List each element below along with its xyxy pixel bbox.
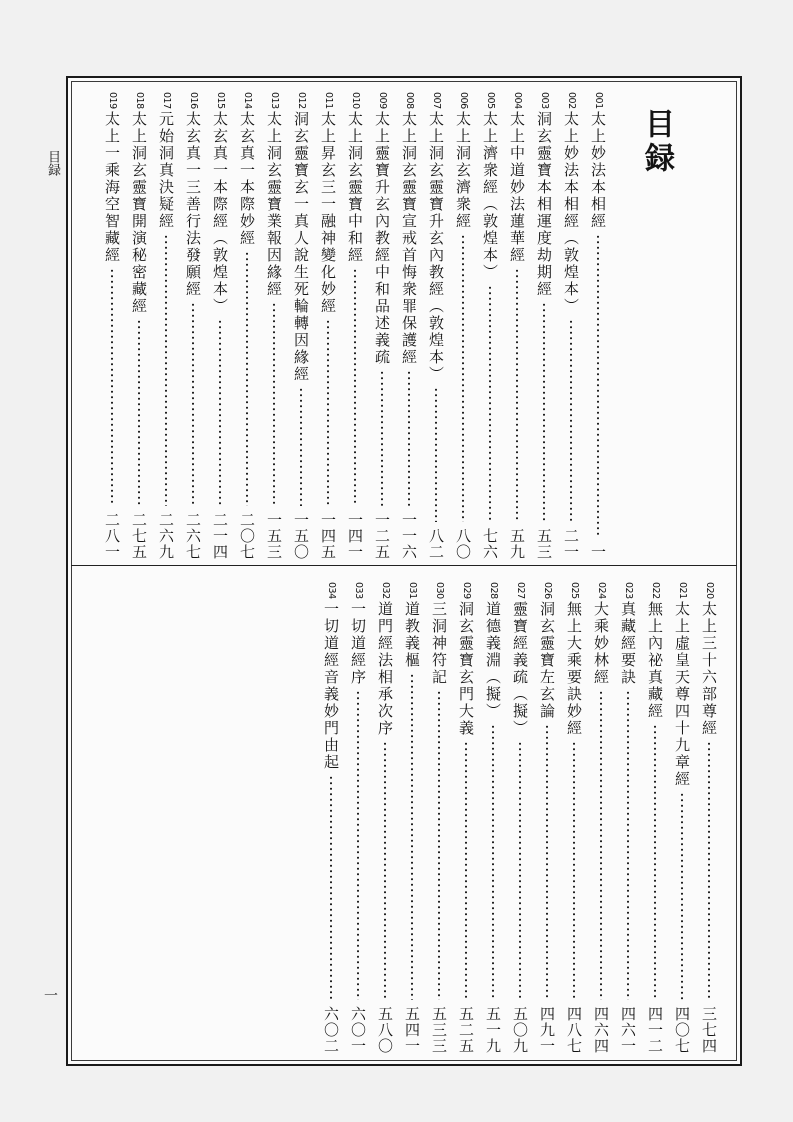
entry-number: 005 — [485, 92, 496, 109]
entry-page-number: 二一四 — [211, 512, 229, 560]
entry-number: 034 — [326, 582, 337, 599]
leader-dots — [492, 724, 494, 1000]
entry-page-number: 四六四 — [592, 1006, 610, 1054]
leader-dots — [138, 319, 140, 506]
entry-page-number: 一四五 — [319, 512, 337, 560]
entry-page-number: 六〇一 — [349, 1006, 367, 1054]
entry-number: 020 — [704, 582, 715, 599]
entry-number: 009 — [377, 92, 388, 109]
entry-page-number: 八二 — [427, 528, 445, 560]
leader-dots — [546, 724, 548, 1000]
leader-dots — [219, 319, 221, 506]
leader-dots — [519, 741, 521, 1000]
entry-title: 太上昇玄三一融神變化妙經 — [319, 110, 337, 315]
section-divider — [71, 565, 737, 566]
toc-entry[interactable] — [99, 92, 125, 560]
leader-dots — [111, 268, 113, 506]
entry-number: 011 — [323, 92, 334, 109]
entry-page-number: 一四一 — [346, 512, 364, 560]
toc-entry[interactable] — [345, 582, 371, 1054]
entry-title: 道教義樞 — [403, 600, 421, 669]
entry-page-number: 五二五 — [457, 1006, 475, 1054]
leader-dots — [438, 690, 440, 1000]
leader-dots — [354, 268, 356, 506]
leader-dots — [381, 370, 383, 506]
leader-dots — [192, 302, 194, 506]
entry-number: 028 — [488, 582, 499, 599]
toc-entry[interactable] — [642, 582, 668, 1054]
leader-dots — [573, 741, 575, 1000]
leader-dots — [543, 302, 545, 522]
entry-page-number: 五九 — [508, 528, 526, 560]
entry-title: 太玄真一本際妙經 — [238, 110, 256, 247]
leader-dots — [327, 319, 329, 506]
entry-number: 012 — [296, 92, 307, 109]
leader-dots — [654, 724, 656, 1000]
entry-number: 023 — [623, 582, 634, 599]
entry-number: 026 — [542, 582, 553, 599]
toc-entry[interactable] — [423, 92, 449, 560]
leader-dots — [681, 792, 683, 1000]
entry-title: 太上妙法本相經（敦煌本） — [562, 110, 580, 315]
leader-dots — [600, 690, 602, 1000]
entry-title: 靈寶經義疏（擬） — [511, 600, 529, 737]
entry-number: 001 — [593, 92, 604, 109]
entry-page-number: 一一六 — [400, 512, 418, 560]
entry-title: 太上虛皇天尊四十九章經 — [673, 600, 691, 788]
leader-dots — [273, 302, 275, 506]
toc-entry[interactable] — [480, 582, 506, 1054]
entry-page-number: 八〇 — [454, 528, 472, 560]
entry-page-number: 五四一 — [403, 1006, 421, 1054]
entry-number: 031 — [407, 582, 418, 599]
toc-entry[interactable] — [696, 582, 722, 1054]
entry-title: 大乘妙林經 — [592, 600, 610, 686]
toc-entry[interactable] — [450, 92, 476, 560]
leader-dots — [489, 285, 491, 522]
entry-number: 007 — [431, 92, 442, 109]
entry-number: 033 — [353, 582, 364, 599]
entry-page-number: 二七五 — [130, 512, 148, 560]
entry-page-number: 一五三 — [265, 512, 283, 560]
toc-entry[interactable] — [426, 582, 452, 1054]
entry-title: 太上洞玄靈寶開演秘密藏經 — [130, 110, 148, 315]
toc-entry[interactable] — [504, 92, 530, 560]
entry-page-number: 三七四 — [700, 1006, 718, 1054]
toc-entry[interactable] — [315, 92, 341, 560]
entry-title: 太上妙法本相經 — [589, 110, 607, 230]
entry-number: 027 — [515, 582, 526, 599]
entry-title: 一切道經序 — [349, 600, 367, 686]
entry-number: 021 — [677, 582, 688, 599]
margin-title: 目録 — [45, 150, 60, 176]
leader-dots — [165, 234, 167, 506]
entry-number: 016 — [188, 92, 199, 109]
entry-number: 003 — [539, 92, 550, 109]
entry-title: 洞玄靈寶玄門大義 — [457, 600, 475, 737]
entry-page-number: 五〇九 — [511, 1006, 529, 1054]
entry-number: 032 — [380, 582, 391, 599]
entry-title: 太上一乘海空智藏經 — [103, 110, 121, 264]
entry-number: 029 — [461, 582, 472, 599]
entry-page-number: 六〇二 — [322, 1006, 340, 1054]
toc-entry[interactable] — [234, 92, 260, 560]
leader-dots — [384, 741, 386, 1000]
entry-page-number: 五一九 — [484, 1006, 502, 1054]
entry-page-number: 二八一 — [103, 512, 121, 560]
entry-title: 一切道經音義妙門由起 — [322, 600, 340, 771]
toc-entry[interactable] — [561, 582, 587, 1054]
entry-title: 太上靈寶升玄內教經中和品述義疏 — [373, 110, 391, 366]
toc-entry[interactable] — [669, 582, 695, 1054]
entry-number: 008 — [404, 92, 415, 109]
entry-page-number: 四八七 — [565, 1006, 583, 1054]
entry-title: 三洞神符記 — [430, 600, 448, 686]
entry-page-number: 二一 — [562, 528, 580, 560]
leader-dots — [627, 690, 629, 1000]
entry-page-number: 一五〇 — [292, 512, 310, 560]
entry-page-number: 四〇七 — [673, 1006, 691, 1054]
entry-title: 太上三十六部尊經 — [700, 600, 718, 737]
entry-title: 太上濟衆經（敦煌本） — [481, 110, 499, 281]
entry-page-number: 七六 — [481, 528, 499, 560]
entry-title: 無上內祕真藏經 — [646, 600, 664, 720]
leader-dots — [330, 775, 332, 1000]
toc-entry[interactable] — [369, 92, 395, 560]
toc-entry[interactable] — [126, 92, 152, 560]
toc-entry[interactable] — [477, 92, 503, 560]
entry-title: 洞玄靈寶玄一真人說生死輪轉因緣經 — [292, 110, 310, 383]
toc-entry[interactable] — [372, 582, 398, 1054]
toc-entry[interactable] — [399, 582, 425, 1054]
leader-dots — [411, 673, 413, 1000]
entry-number: 015 — [215, 92, 226, 109]
leader-dots — [246, 251, 248, 506]
leader-dots — [462, 234, 464, 522]
entry-page-number: 五八〇 — [376, 1006, 394, 1054]
leader-dots — [597, 234, 599, 538]
entry-number: 022 — [650, 582, 661, 599]
toc-entry[interactable] — [585, 92, 611, 560]
entry-number: 017 — [161, 92, 172, 109]
entry-title: 洞玄靈寶左玄論 — [538, 600, 556, 720]
entry-number: 018 — [134, 92, 145, 109]
entry-page-number: 五三 — [535, 528, 553, 560]
entry-page-number: 四九一 — [538, 1006, 556, 1054]
entry-page-number: 五三三 — [430, 1006, 448, 1054]
entry-page-number: 二六九 — [157, 512, 175, 560]
leader-dots — [408, 370, 410, 506]
toc-entry[interactable] — [531, 92, 557, 560]
leader-dots — [300, 387, 302, 506]
entry-page-number: 四六一 — [619, 1006, 637, 1054]
entry-title: 太玄真一三善行法發願經 — [184, 110, 202, 298]
leader-dots — [435, 387, 437, 522]
entry-number: 006 — [458, 92, 469, 109]
entry-title: 太上洞玄濟衆經 — [454, 110, 472, 230]
leader-dots — [465, 741, 467, 1000]
entry-number: 004 — [512, 92, 523, 109]
toc-entry[interactable] — [207, 92, 233, 560]
leader-dots — [570, 319, 572, 522]
entry-title: 太上洞玄靈寶業報因緣經 — [265, 110, 283, 298]
entry-number: 024 — [596, 582, 607, 599]
entry-number: 010 — [350, 92, 361, 109]
toc-entry[interactable] — [261, 92, 287, 560]
leader-dots — [357, 690, 359, 1000]
toc-entry[interactable] — [615, 582, 641, 1054]
entry-title: 元始洞真決疑經 — [157, 110, 175, 230]
leader-dots — [516, 268, 518, 522]
contents-heading: 目録 — [639, 108, 674, 176]
toc-entry[interactable] — [558, 92, 584, 560]
entry-title: 太上洞玄靈寶中和經 — [346, 110, 364, 264]
toc-entry[interactable] — [507, 582, 533, 1054]
toc-entry[interactable] — [342, 92, 368, 560]
entry-title: 道門經法相承次序 — [376, 600, 394, 737]
entry-page-number: 二〇七 — [238, 512, 256, 560]
leader-dots — [708, 741, 710, 1000]
toc-entry[interactable] — [153, 92, 179, 560]
toc-entry[interactable] — [534, 582, 560, 1054]
entry-number: 013 — [269, 92, 280, 109]
entry-number: 002 — [566, 92, 577, 109]
entry-title: 太玄真一本際經（敦煌本） — [211, 110, 229, 315]
margin-page-number: 一 — [42, 988, 58, 1002]
entry-page-number: 一 — [589, 544, 607, 560]
toc-entry[interactable] — [288, 92, 314, 560]
toc-entry[interactable] — [396, 92, 422, 560]
entry-title: 太上洞玄靈寶升玄內教經（敦煌本） — [427, 110, 445, 383]
toc-entry[interactable] — [453, 582, 479, 1054]
entry-title: 太上洞玄靈寶宣戒首悔衆罪保護經 — [400, 110, 418, 366]
toc-entry[interactable] — [180, 92, 206, 560]
entry-title: 無上大乘要訣妙經 — [565, 600, 583, 737]
entry-title: 真藏經要訣 — [619, 600, 637, 686]
entry-title: 道德義淵（擬） — [484, 600, 502, 720]
entry-page-number: 一二五 — [373, 512, 391, 560]
entry-title: 太上中道妙法蓮華經 — [508, 110, 526, 264]
entry-title: 洞玄靈寶本相運度劫期經 — [535, 110, 553, 298]
entry-number: 014 — [242, 92, 253, 109]
entry-number: 030 — [434, 582, 445, 599]
entry-page-number: 四一二 — [646, 1006, 664, 1054]
toc-entry[interactable] — [588, 582, 614, 1054]
toc-entry[interactable] — [318, 582, 344, 1054]
entry-page-number: 二六七 — [184, 512, 202, 560]
entry-number: 025 — [569, 582, 580, 599]
entry-number: 019 — [107, 92, 118, 109]
